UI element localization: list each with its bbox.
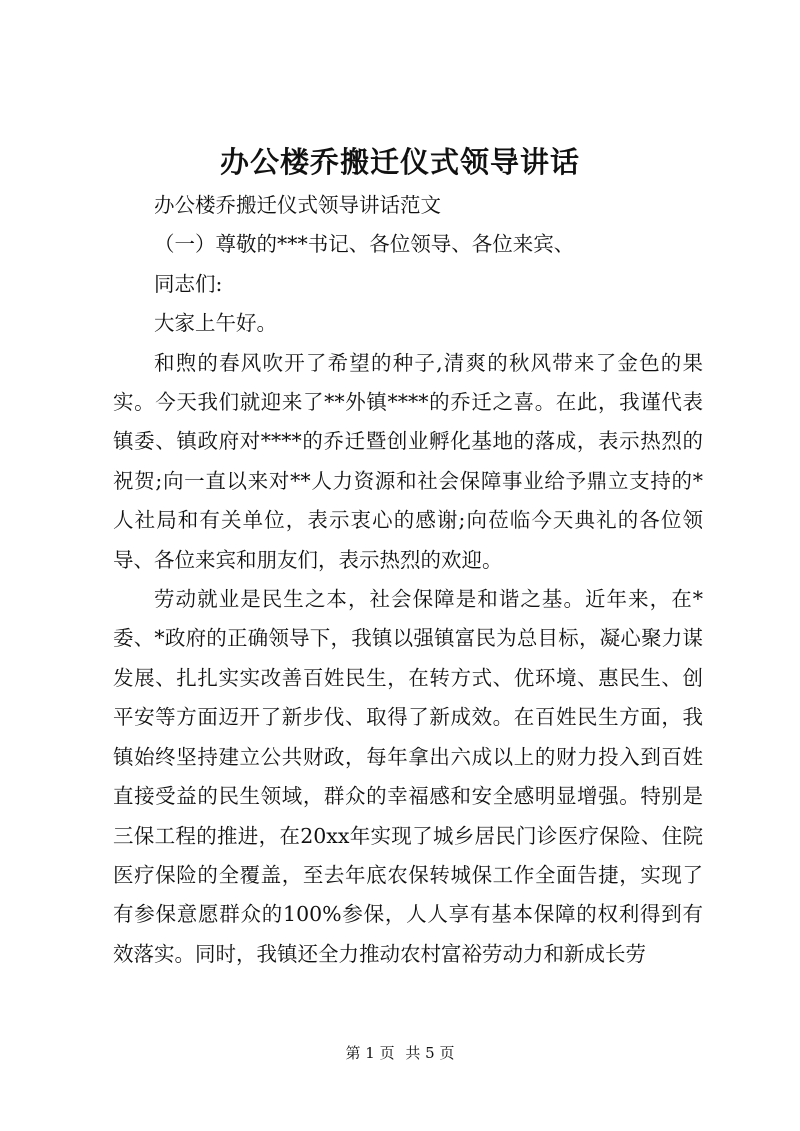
- page-number: 第 1 页: [345, 1044, 395, 1062]
- page-footer: [0, 1043, 800, 1063]
- document-title: 办公楼乔搬迁仪式领导讲话: [219, 145, 580, 179]
- paragraph-congratulations: 和煦的春风吹开了希望的种子,清爽的秋风带来了金色的果实。今天我们就迎来了**外镇****的乔迁之喜。在此，我谨代表镇委、镇政府对****的乔迁暨创业孵化基地的落成，表示热烈的祝贺;向一直以来对**人力资源和社会保障事业给予鼎立支持的*人社局和有关单位，表示衷心的感谢;向莅临今天典礼的各位领导、各位来宾和朋友们，表示热烈的欢迎。: [113, 350, 703, 572]
- document-body: [113, 186, 703, 974]
- paragraph-comrades: 同志们:: [154, 271, 223, 296]
- paragraph-subtitle: 办公楼乔搬迁仪式领导讲话范文: [154, 193, 441, 217]
- page-total: 共 5 页: [405, 1044, 455, 1062]
- paragraph-livelihood: 劳动就业是民生之本，社会保障是和谐之基。近年来，在*委、*政府的正确领导下，我镇以强镇富民为总目标，凝心聚力谋发展、扎扎实实改善百姓民生，在转方式、优环境、惠民生、创平安等方面迈开了新步伐、取得了新成效。在百姓民生方面，我镇始终坚持建立公共财政，每年拿出六成以上的财力投入到百姓直接受益的民生领域，群众的幸福感和安全感明显增强。特别是三保工程的推进，在20xx年实现了城乡居民门诊医疗保险、住院医疗保险的全覆盖，至去年底农保转城保工作全面告捷，实现了有参保意愿群众的100%参保，人人享有基本保障的权利得到有效落实。同时，我镇还全力推动农村富裕劳动力和新成长劳: [113, 587, 703, 966]
- paragraph-salutation: （一）尊敬的***书记、各位领导、各位来宾、: [154, 232, 575, 257]
- paragraph-greeting: 大家上午好。: [154, 311, 277, 336]
